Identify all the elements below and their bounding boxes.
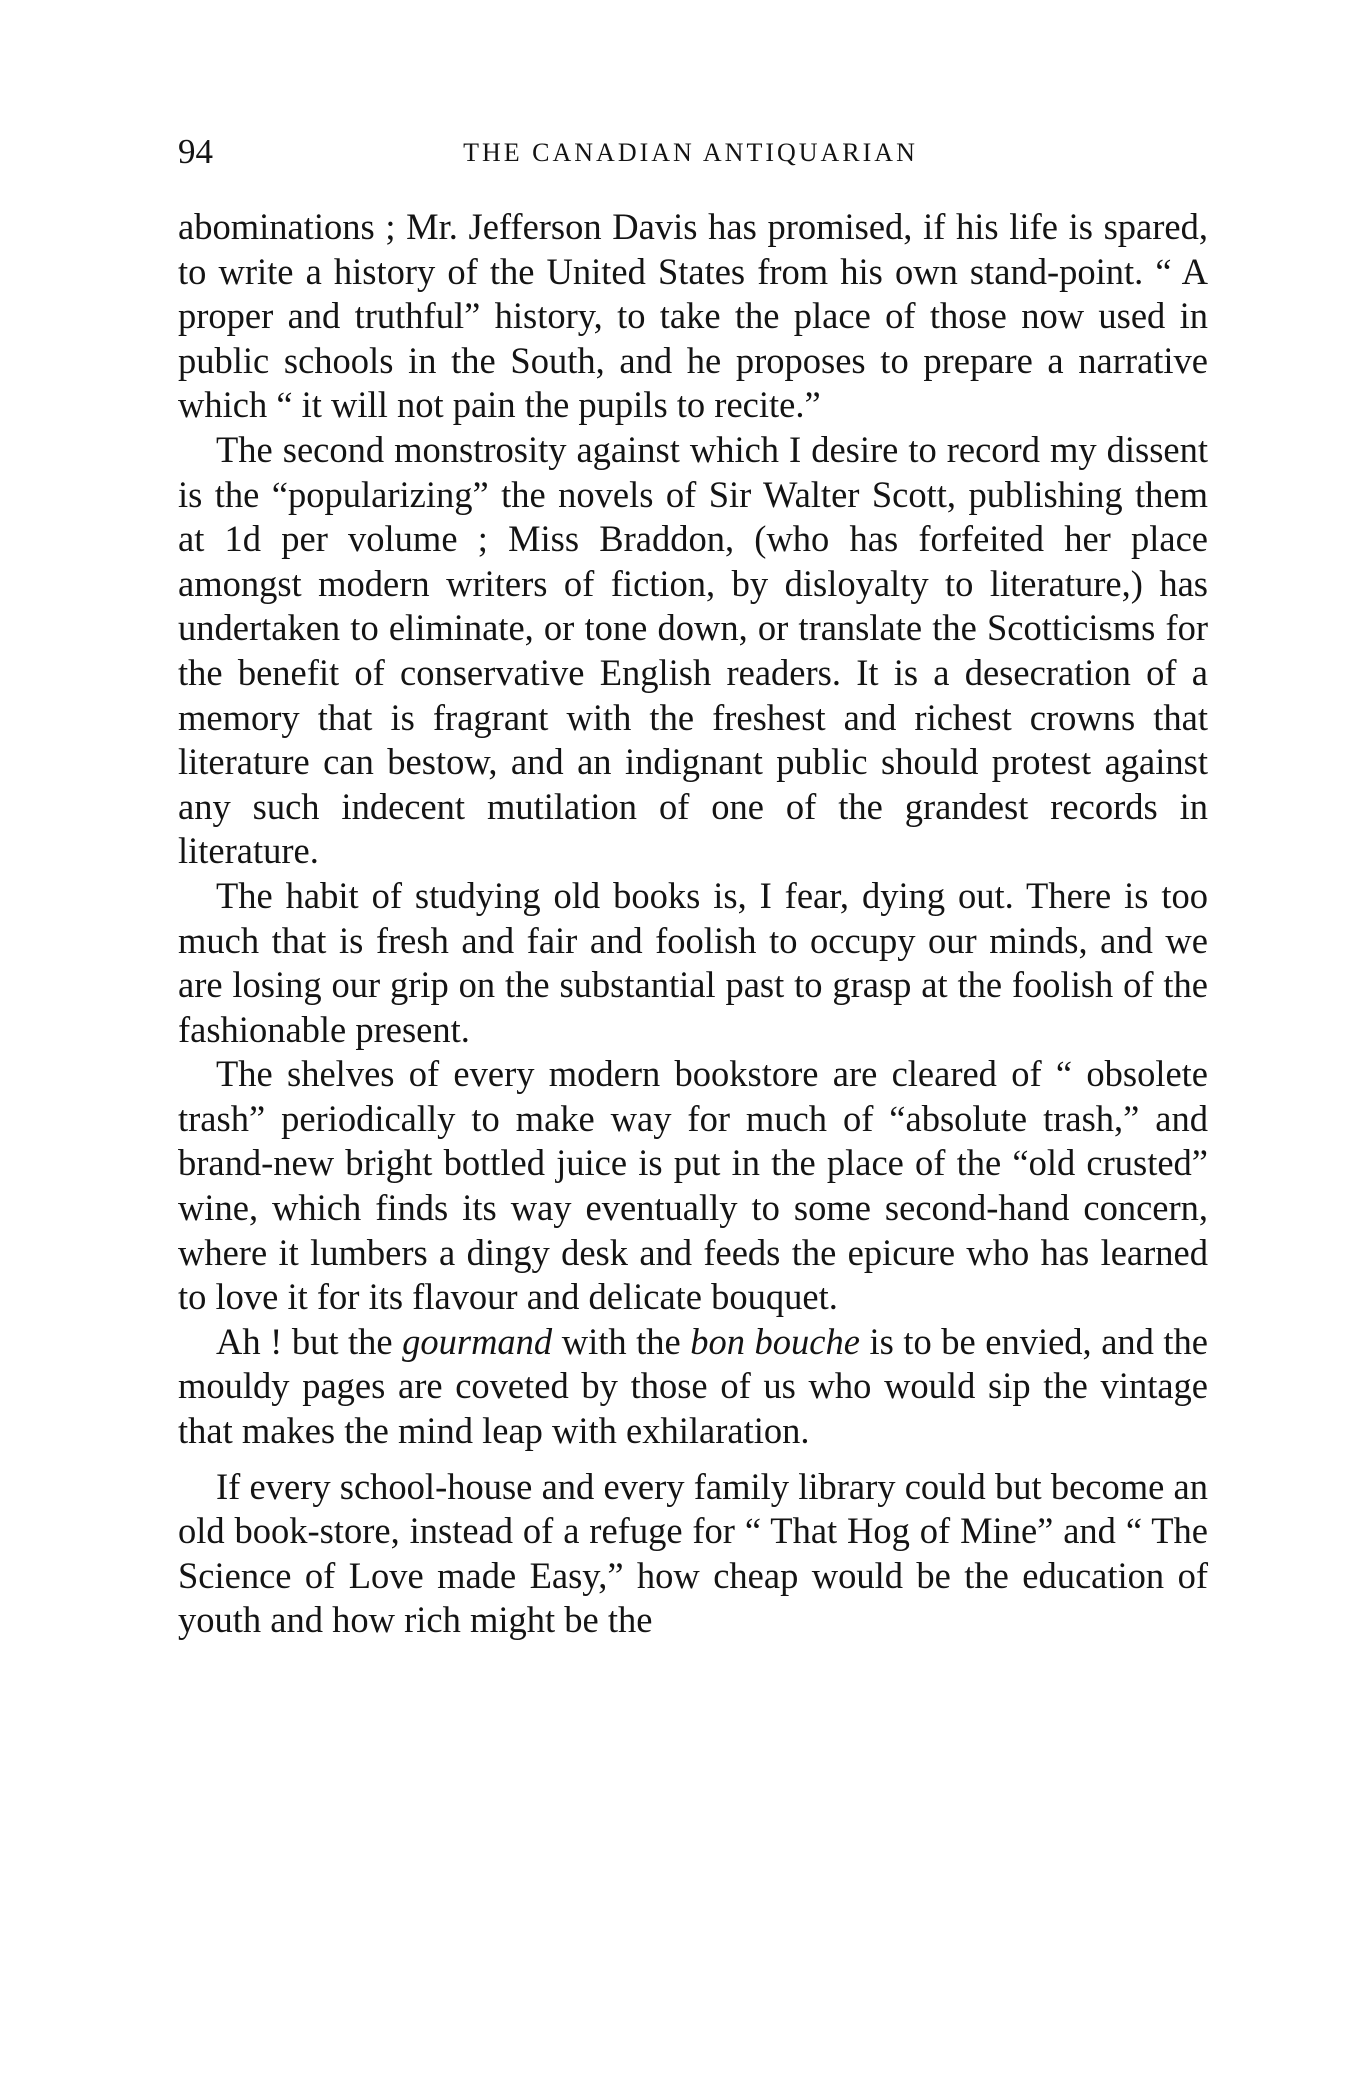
running-title: THE CANADIAN ANTIQUARIAN [463,138,918,167]
paragraph-monstrosity: The second monstrosity against which I desire to record my dissent is the “popularizing” the novels of Sir Walter Scott, publishing them at 1d per volume ; Miss Braddon, (who has forfeited her place amongst modern writers of fiction, by disloyalty to literature,) has undertaken to eliminate, or tone down, or translate the Scotticisms for the benefit of conservative English readers. It is a desecration of a memory that is fragrant with the freshest and richest crowns that literature can bestow, and an indignant public should protest against any such indecent mutilation of one of the grandest records in literature. [178,428,1208,872]
italic-gourmand: gourmand [402,1320,553,1362]
paragraph-gourmand-text-3: is to be envied, and the mouldy pages are coveted by those of us who would sip the vintage that makes the mind leap with exhilaration. [178,1320,1209,1452]
paragraph-continued: abominations ; Mr. Jefferson Davis has promised, if his life is spared, to write a history of the United States from his own stand-point. “ A proper and truthful” history, to take the place of those now used in public schools in the South, and he proposes to prepare a narrative which “ it will not pain the pupils to recite.” [178,206,1208,426]
running-header [178,132,1203,172]
paragraph-gourmand-text-2: with the [552,1320,691,1362]
paragraph-old-books: The habit of studying old books is, I fear, dying out. There is too much that is fresh and fair and foolish to occupy our minds, and we are losing our grip on the substantial past to grasp at the foolish of the fashionable present. [178,874,1208,1050]
paragraph-gourmand [178,1320,1208,1454]
italic-bon-bouche: bon bouche [690,1320,860,1362]
paragraph-gourmand-text-1: Ah ! but the [216,1320,403,1362]
paragraph-bookstore-shelves: The shelves of every modern bookstore are cleared of “ obsolete trash” periodically to make way for much of “absolute trash,” and brand-new bright bottled juice is put in the place of the “old crusted” wine, which finds its way eventually to some second-hand concern, where it lumbers a dingy desk and feeds the epicure who has learned to love it for its flavour and delicate bouquet. [178,1053,1208,1318]
page-number: 94 [178,132,213,171]
paragraph-school-house: If every school-house and every family library could but become an old book-store, instead of a refuge for “ That Hog of Mine” and “ The Science of Love made Easy,” how cheap would be the education of youth and how rich might be the [178,1465,1208,1641]
body-text [178,205,1208,1643]
